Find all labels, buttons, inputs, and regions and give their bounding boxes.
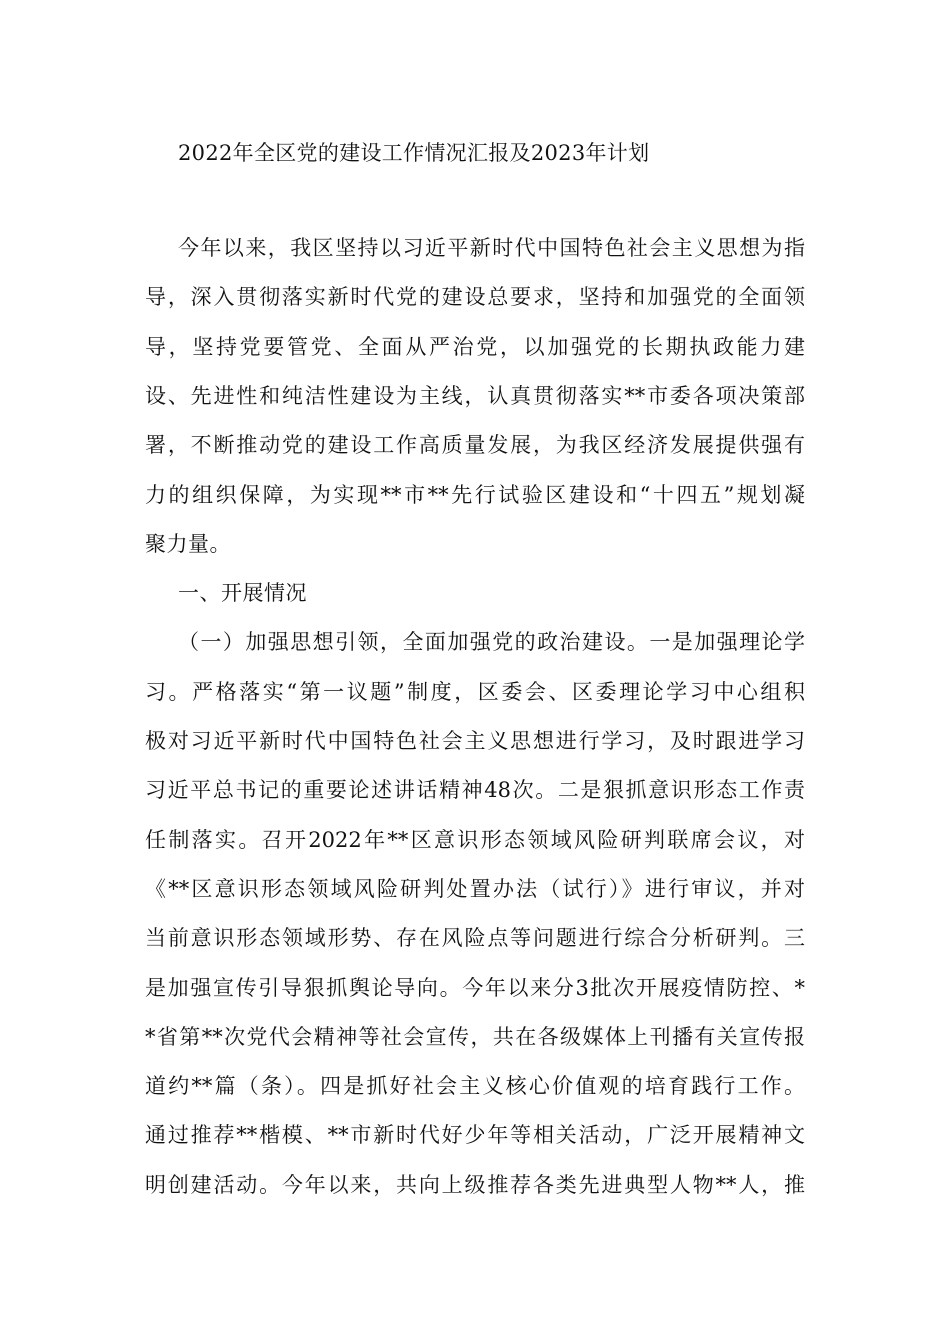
paragraph-line: 是加强宣传引导狠抓舆论导向。今年以来分3批次开展疫情防控、* bbox=[145, 976, 805, 1000]
paragraph-line: 《**区意识形态领域风险研判处置办法（试行）》进行审议，并对 bbox=[145, 877, 805, 901]
paragraph-line: 明创建活动。今年以来，共向上级推荐各类先进典型人物**人，推 bbox=[145, 1173, 805, 1197]
paragraph-line: 习。严格落实“第一议题”制度，区委会、区委理论学习中心组积 bbox=[145, 680, 805, 704]
paragraph-line: 道约**篇（条）。四是抓好社会主义核心价值观的培育践行工作。 bbox=[145, 1074, 805, 1098]
paragraph-line: 习近平总书记的重要论述讲话精神48次。二是狠抓意识形态工作责 bbox=[145, 778, 805, 802]
paragraph-line: *省第**次党代会精神等社会宣传，共在各级媒体上刊播有关宣传报 bbox=[145, 1025, 805, 1049]
paragraph-line: 署，不断推动党的建设工作高质量发展，为我区经济发展提供强有 bbox=[145, 433, 805, 457]
paragraph-line: 极对习近平新时代中国特色社会主义思想进行学习，及时跟进学习 bbox=[145, 729, 805, 753]
paragraph-line: 聚力量。 bbox=[145, 532, 231, 556]
paragraph-line: 今年以来，我区坚持以习近平新时代中国特色社会主义思想为指 bbox=[178, 236, 805, 260]
paragraph-line: 通过推荐**楷模、**市新时代好少年等相关活动，广泛开展精神文 bbox=[145, 1123, 805, 1147]
paragraph-line: 力的组织保障，为实现**市**先行试验区建设和“十四五”规划凝 bbox=[145, 483, 805, 507]
paragraph-line: 设、先进性和纯洁性建设为主线，认真贯彻落实**市委各项决策部 bbox=[145, 384, 805, 408]
paragraph-line: 导，坚持党要管党、全面从严治党，以加强党的长期执政能力建 bbox=[145, 335, 805, 359]
paragraph-line: 当前意识形态领域形势、存在风险点等问题进行综合分析研判。三 bbox=[145, 926, 805, 950]
document-title: 2022年全区党的建设工作情况汇报及2023年计划 bbox=[178, 141, 650, 165]
paragraph-line: 导，深入贯彻落实新时代党的建设总要求，坚持和加强党的全面领 bbox=[145, 285, 805, 309]
paragraph-line: （一）加强思想引领，全面加强党的政治建设。一是加强理论学 bbox=[178, 630, 805, 654]
paragraph-line: 一、开展情况 bbox=[178, 581, 307, 605]
paragraph-line: 任制落实。召开2022年**区意识形态领域风险研判联席会议，对 bbox=[145, 828, 805, 852]
